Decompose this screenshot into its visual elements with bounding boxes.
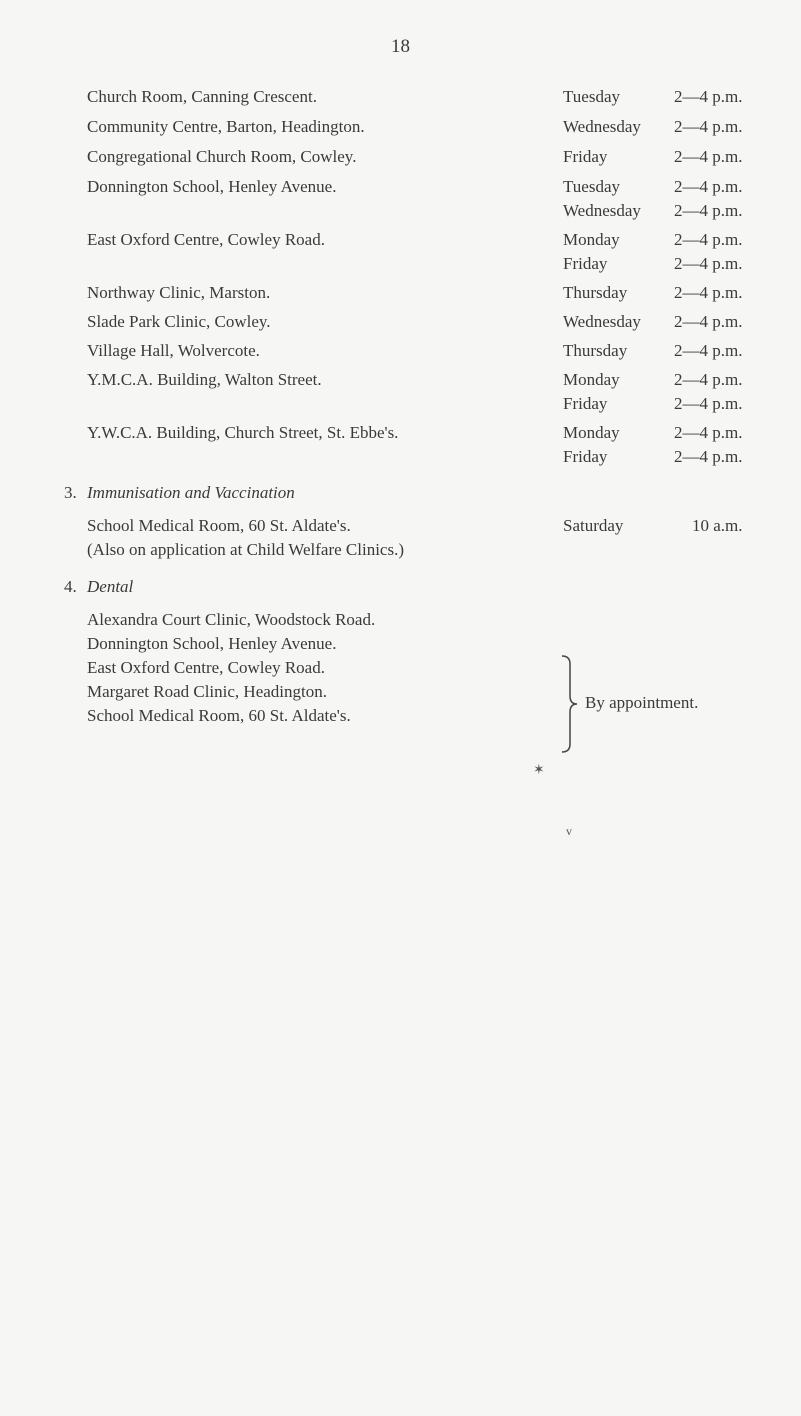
clinic-venue: Church Room, Canning Crescent. [87,87,317,106]
section-title: Immunisation and Vaccination [87,483,295,502]
section-title: Dental [87,577,134,596]
clinic-time: 2—4 p.m. [674,312,743,331]
clinic-day: Tuesday [563,177,620,196]
page-number: 18 [391,36,410,57]
clinic-row [0,336,801,366]
clinic-day: Wednesday [563,117,641,136]
clinic-time: 2—4 p.m. [674,254,743,273]
clinic-time: 2—4 p.m. [674,394,743,413]
clinic-venue: Northway Clinic, Marston. [87,283,271,302]
clinic-day: Wednesday [563,201,641,220]
dental-venue: East Oxford Centre, Cowley Road. [87,658,325,677]
clinic-day: Friday [563,147,608,166]
clinic-row [0,278,801,308]
dental-venue: Alexandra Court Clinic, Woodstock Road. [87,610,376,629]
section-number: 3. [64,483,77,502]
clinic-day: Friday [563,447,608,466]
clinic-time: 2—4 p.m. [674,87,743,106]
clinic-day: Friday [563,254,608,273]
immunisation-day: Saturday [563,516,624,535]
clinic-time: 2—4 p.m. [674,177,743,196]
clinic-time: 2—4 p.m. [674,147,743,166]
dental-venue: School Medical Room, 60 St. Aldate's. [87,706,351,725]
clinic-time: 2—4 p.m. [674,423,743,442]
clinic-time: 2—4 p.m. [674,370,743,389]
clinic-row [0,307,801,337]
clinic-day: Friday [563,394,608,413]
clinic-time: 2—4 p.m. [674,230,743,249]
clinic-time: 2—4 p.m. [674,447,743,466]
dental-arrangement: By appointment. [585,693,699,712]
clinic-day: Monday [563,370,620,389]
clinic-venue: Donnington School, Henley Avenue. [87,177,337,196]
immunisation-note-row [0,535,801,565]
clinic-row [0,389,801,419]
stray-mark-icon: ✶ [533,763,545,778]
immunisation-note: (Also on application at Child Welfare Clinics.) [87,540,404,559]
clinic-venue: Slade Park Clinic, Cowley. [87,312,271,331]
clinic-row [0,82,801,112]
clinic-row [0,442,801,472]
clinic-row [0,249,801,279]
clinic-day: Tuesday [563,87,620,106]
immunisation-venue: School Medical Room, 60 St. Aldate's. [87,516,351,535]
clinic-venue: Community Centre, Barton, Headington. [87,117,365,136]
clinic-day: Monday [563,230,620,249]
clinic-venue: Village Hall, Wolvercote. [87,341,260,360]
clinic-day: Wednesday [563,312,641,331]
immunisation-time: 10 a.m. [692,516,743,535]
stray-mark-icon: v [566,824,572,838]
clinic-venue: Y.M.C.A. Building, Walton Street. [87,370,322,389]
clinic-row [0,142,801,172]
clinic-row [0,196,801,226]
clinic-day: Monday [563,423,620,442]
clinic-time: 2—4 p.m. [674,341,743,360]
clinic-time: 2—4 p.m. [674,201,743,220]
clinic-time: 2—4 p.m. [674,283,743,302]
section-heading-immunisation [0,478,801,508]
clinic-venue: East Oxford Centre, Cowley Road. [87,230,325,249]
dental-venue: Margaret Road Clinic, Headington. [87,682,327,701]
clinic-day: Thursday [563,283,628,302]
clinic-venue: Congregational Church Room, Cowley. [87,147,357,166]
clinic-venue: Y.W.C.A. Building, Church Street, St. Ebbe's. [87,423,399,442]
section-heading-dental [0,572,801,602]
clinic-day: Thursday [563,341,628,360]
dental-venue: Donnington School, Henley Avenue. [87,634,337,653]
clinic-row [0,112,801,142]
clinic-time: 2—4 p.m. [674,117,743,136]
section-number: 4. [64,577,77,596]
right-brace-icon [556,648,586,760]
